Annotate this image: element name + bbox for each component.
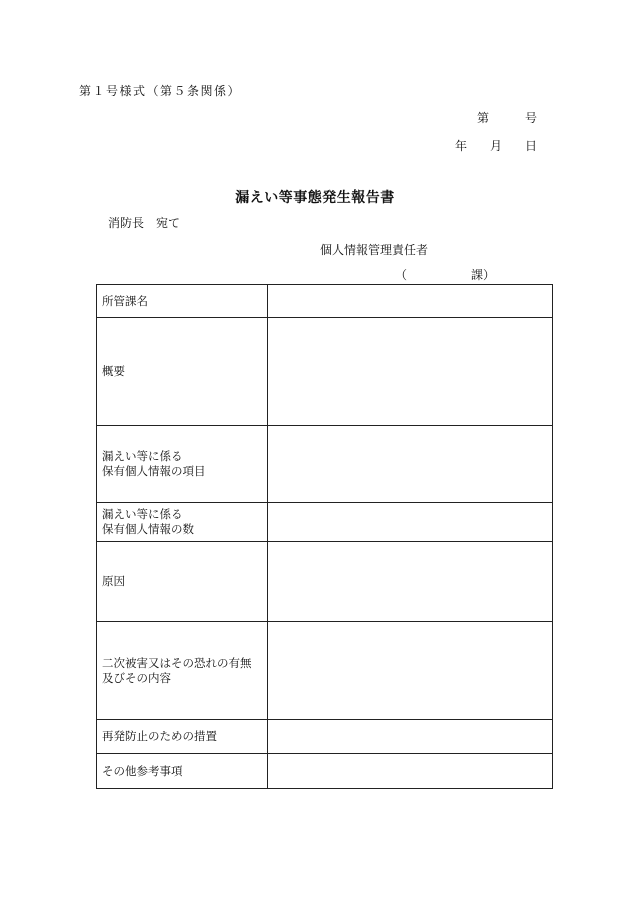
table-row	[97, 503, 553, 542]
form-number: 第１号様式（第５条関係）	[79, 84, 242, 98]
table-row	[97, 285, 553, 318]
addressee: 消防長 宛て	[108, 216, 181, 230]
table-row	[97, 318, 553, 426]
row-value-info-count[interactable]	[268, 503, 553, 542]
document-title: 漏えい等事態発生報告書	[235, 190, 395, 206]
row-value-secondary-damage[interactable]	[268, 622, 553, 720]
sender-title: 個人情報管理責任者	[320, 243, 429, 257]
document-number-prefix: 第	[477, 111, 490, 125]
row-value-prevention[interactable]	[268, 720, 553, 754]
row-label-prevention: 再発防止のための措置	[97, 720, 268, 754]
row-label-other: その他参考事項	[97, 754, 268, 789]
table-row	[97, 754, 553, 789]
row-value-other[interactable]	[268, 754, 553, 789]
row-value-info-items[interactable]	[268, 426, 553, 503]
table-row	[97, 426, 553, 503]
date-year-label: 年	[455, 139, 468, 153]
row-label-summary: 概要	[97, 318, 268, 426]
row-value-department[interactable]	[268, 285, 553, 318]
row-label-cause: 原因	[97, 542, 268, 622]
row-label-department: 所管課名	[97, 285, 268, 318]
document-number-suffix: 号	[525, 111, 538, 125]
row-label-info-count: 漏えい等に係る 保有個人情報の数	[97, 503, 268, 542]
row-value-summary[interactable]	[268, 318, 553, 426]
department-suffix: 課）	[471, 268, 496, 282]
table-row	[97, 622, 553, 720]
row-value-cause[interactable]	[268, 542, 553, 622]
row-label-secondary-damage: 二次被害又はその恐れの有無 及びその内容	[97, 622, 268, 720]
date-day-label: 日	[525, 139, 538, 153]
table-row	[97, 542, 553, 622]
department-open-paren: （	[395, 268, 408, 282]
report-table	[96, 284, 553, 789]
date-month-label: 月	[490, 139, 503, 153]
table-row	[97, 720, 553, 754]
row-label-info-items: 漏えい等に係る 保有個人情報の項目	[97, 426, 268, 503]
